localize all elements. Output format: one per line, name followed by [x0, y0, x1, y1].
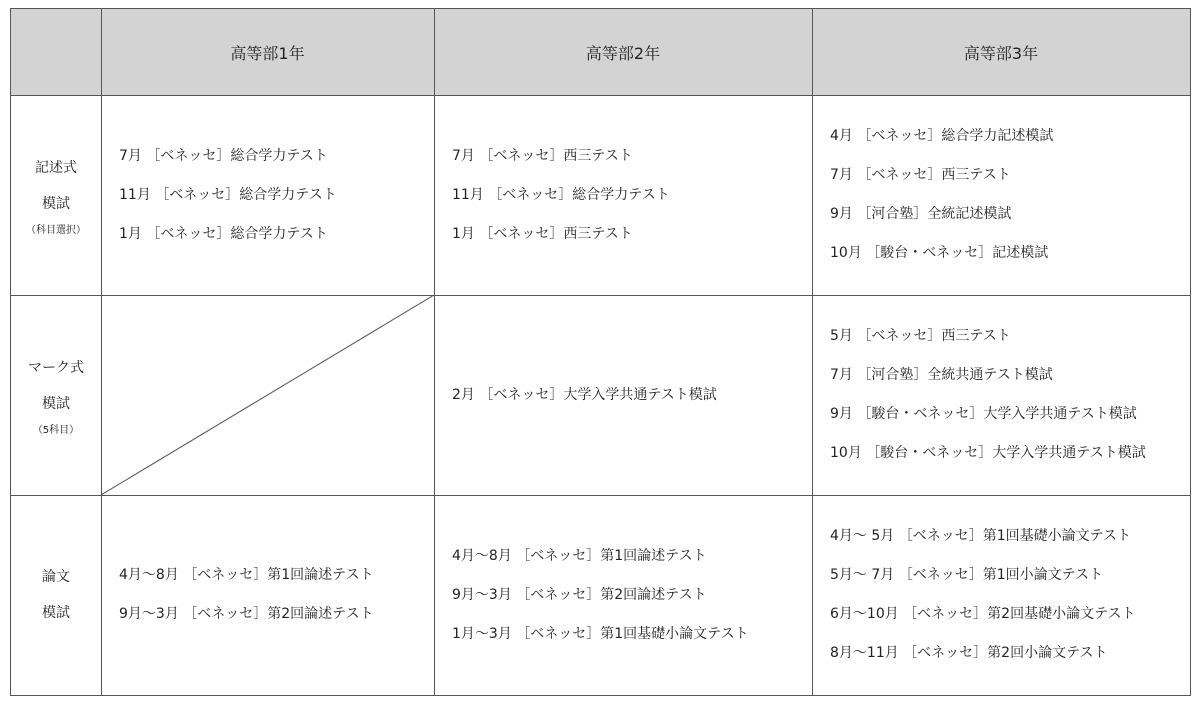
exam-item: 5月～ 7月 ［ベネッセ］第1回小論文テスト: [830, 567, 1104, 583]
row-header-label: 模試: [42, 396, 70, 412]
row-header-label: 模試: [42, 196, 70, 212]
row-header-essay: [11, 495, 101, 695]
exam-item: 11月 ［ベネッセ］総合学力テスト: [452, 186, 670, 203]
exam-item: 9月 ［駿台・ベネッセ］大学入学共通テスト模試: [830, 406, 1137, 422]
exam-item: 1月～3月 ［ベネッセ］第1回基礎小論文テスト: [452, 625, 749, 642]
exam-item: 7月 ［ベネッセ］西三テスト: [452, 147, 633, 164]
exam-item: 7月 ［ベネッセ］西三テスト: [830, 167, 1011, 183]
cell-written-year2: [452, 95, 812, 295]
exam-item: 11月 ［ベネッセ］総合学力テスト: [119, 186, 337, 203]
exam-item: 9月～3月 ［ベネッセ］第2回論述テスト: [452, 586, 707, 603]
row-header-written: [11, 95, 101, 295]
exam-item: 5月 ［ベネッセ］西三テスト: [830, 328, 1011, 344]
column-divider: [101, 9, 102, 695]
exam-item: 1月 ［ベネッセ］総合学力テスト: [119, 225, 328, 242]
cell-essay-year3: [830, 495, 1190, 695]
column-header-year1: 高等部1年: [230, 43, 305, 63]
exam-item: 7月 ［河合塾］全統共通テスト模試: [830, 367, 1053, 383]
row-divider: [11, 95, 1190, 96]
exam-item: 1月 ［ベネッセ］西三テスト: [452, 225, 633, 242]
row-header-label: マーク式: [28, 360, 84, 376]
cell-essay-year1: [119, 495, 434, 695]
exam-item: 4月～8月 ［ベネッセ］第1回論述テスト: [452, 547, 707, 564]
row-header-note: （科目選択）: [26, 225, 86, 236]
cell-written-year3: [830, 95, 1190, 295]
row-divider: [11, 495, 1190, 496]
row-header-label: 模試: [42, 605, 70, 621]
row-header-label: 論文: [42, 569, 70, 585]
cell-mark-year3: [830, 295, 1190, 495]
not-applicable-diagonal: [101, 295, 434, 495]
exam-item: 7月 ［ベネッセ］総合学力テスト: [119, 147, 328, 164]
exam-item: 9月 ［河合塾］全統記述模試: [830, 206, 1012, 222]
row-header-mark: [11, 295, 101, 495]
exam-item: 4月～8月 ［ベネッセ］第1回論述テスト: [119, 567, 374, 583]
cell-mark-year2: [452, 295, 812, 495]
exam-item: 10月 ［駿台・ベネッセ］大学入学共通テスト模試: [830, 445, 1146, 461]
exam-item: 6月～10月 ［ベネッセ］第2回基礎小論文テスト: [830, 606, 1136, 622]
column-header-year2: 高等部2年: [585, 43, 661, 63]
exam-item: 9月～3月 ［ベネッセ］第2回論述テスト: [119, 606, 374, 622]
cell-essay-year2: [452, 495, 812, 695]
exam-schedule-table: [10, 8, 1191, 696]
column-header-year3: 高等部3年: [963, 43, 1039, 63]
row-divider: [11, 295, 1190, 296]
row-header-label: 記述式: [35, 160, 77, 176]
exam-item: 4月～ 5月 ［ベネッセ］第1回基礎小論文テスト: [830, 528, 1132, 544]
exam-item: 2月 ［ベネッセ］大学入学共通テスト模試: [452, 386, 717, 403]
column-divider: [434, 9, 435, 695]
column-divider: [812, 9, 813, 695]
cell-written-year1: [119, 95, 434, 295]
exam-item: 10月 ［駿台・ベネッセ］記述模試: [830, 245, 1049, 261]
exam-item: 4月 ［ベネッセ］総合学力記述模試: [830, 128, 1054, 144]
row-header-note: （5科目）: [32, 425, 80, 436]
exam-item: 8月～11月 ［ベネッセ］第2回小論文テスト: [830, 645, 1108, 661]
